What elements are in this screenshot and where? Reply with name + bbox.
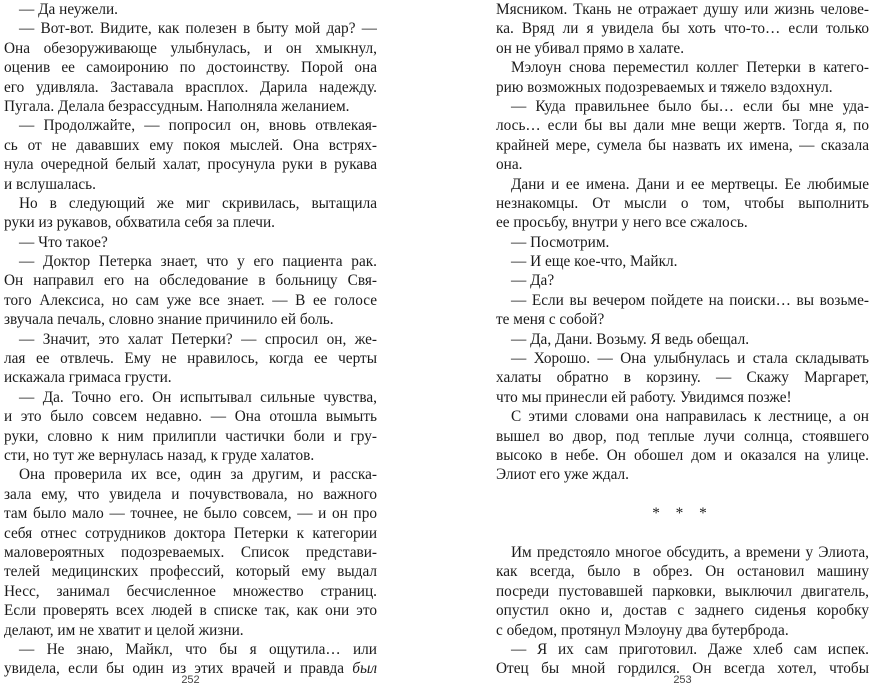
text-line: сь от не дававших ему покоя мыслей. Она встрях- bbox=[4, 136, 377, 154]
text-line: делают, им не хватит и целой жизни. bbox=[4, 621, 244, 639]
text-line: Если проверять всех людей в списке так, как они это bbox=[4, 602, 377, 620]
text-line: ка. Вряд ли я увидела бы хоть что-то… если только bbox=[496, 20, 869, 38]
text-line: — Да неужели. bbox=[19, 1, 119, 18]
text-line: с обедом, протянул Мэлоуну два бутерброда. bbox=[496, 621, 789, 639]
text-line: он не убивал прямо в халате. bbox=[496, 39, 685, 57]
text-line: Она обезоруживающе улыбнулась, и он хмыкнул, bbox=[4, 39, 377, 57]
text-line: — Что такое? bbox=[19, 233, 108, 251]
text-line: крайней мере, сумела бы назвать их имена, — сказала bbox=[496, 136, 869, 154]
text-line: халаты обратно в корзину. — Скажу Маргарет, bbox=[496, 369, 869, 387]
text-line: зала ему, что увидела и почувствовала, но важного bbox=[4, 485, 377, 503]
page-number-left: 252 bbox=[181, 674, 200, 686]
text-line: — Да? bbox=[511, 272, 555, 290]
text-line: его удивляла. Заставала врасплох. Дарила надежду. bbox=[4, 78, 377, 96]
page-number-right: 253 bbox=[673, 674, 692, 686]
text-line: — Посмотрим. bbox=[511, 233, 610, 251]
text-line: посреди пустовавшей парковки, выключил двигатель, bbox=[496, 582, 869, 600]
text-line: лая ее отвлечь. Ему не нравилось, когда ее черты bbox=[4, 350, 377, 368]
text-line: руки из рукавов, обхватила себя за плечи. bbox=[4, 214, 275, 232]
text-line: лось… если бы вы дали мне вещи жертв. Тогда я, по bbox=[496, 117, 869, 135]
text-line: как всегда, было в обрез. Он остановил машину bbox=[496, 563, 869, 581]
text-line: — Продолжайте, — попросил он, вновь отвлекая- bbox=[19, 117, 377, 135]
text-line: и это было совсем недавно. — Она отошла вымыть bbox=[4, 408, 377, 426]
text-line: — И еще кое-что, Майкл. bbox=[511, 253, 678, 271]
text-line: Но в следующий же миг скривилась, вытащила bbox=[19, 194, 377, 212]
text-line: Мэлоун снова переместил коллег Петерки в катего- bbox=[511, 59, 869, 77]
text-line: Он направил его на обследование в больницу Свя- bbox=[4, 272, 377, 290]
text-line: высоко в небе. Он обошел дом и оказался на улице. bbox=[496, 446, 869, 464]
text-line: — Я их сам приготовил. Даже хлеб сам испек. bbox=[511, 640, 869, 658]
right-page-text bbox=[496, 0, 869, 679]
text-line: маловероятных подозреваемых. Список представи- bbox=[4, 543, 377, 561]
text-line: сти, но тут же вернулась назад, к груде халатов. bbox=[4, 446, 315, 464]
text-line: там было мало — точнее, не было совсем, — и он про bbox=[4, 505, 377, 523]
italic-word: был bbox=[352, 660, 377, 678]
text-line: нула очередной белый халат, просунула руки в рукава bbox=[4, 156, 377, 174]
text-line: — Да, Дани. Возьму. Я ведь обещал. bbox=[511, 330, 750, 348]
text-line: она. bbox=[496, 156, 523, 174]
text-line: что мы принесли ей работу. Увидимся позже! bbox=[496, 388, 792, 406]
text-line: телей медицинских профессий, который ему выдал bbox=[4, 563, 377, 581]
text-line: — Куда правильнее было бы… если бы мне уда- bbox=[511, 97, 869, 115]
text-line: рию возможных подозреваемых и тяжело вздохнул. bbox=[496, 78, 833, 96]
text-line bbox=[496, 524, 869, 543]
text-line: — Если вы вечером пойдете на поиски… вы возьме- bbox=[511, 291, 869, 309]
text-line: Мясником. Ткань не отражает душу или жизнь челове- bbox=[496, 1, 869, 18]
text-line: — Доктор Петерка знает, что у его пациента рак. bbox=[19, 253, 377, 271]
text-line: С этими словами она направилась к лестнице, а он bbox=[511, 408, 869, 426]
text-line: вышел во двор, под теплые лучи солнца, стоявшего bbox=[496, 427, 869, 445]
text-line: Пугала. Делала безрассудным. Наполняла желанием. bbox=[4, 97, 350, 115]
text-line: Несс, занимал бесчисленное множество страниц. bbox=[4, 582, 377, 600]
text-line: — Да. Точно его. Он испытывал сильные чувства, bbox=[19, 388, 377, 406]
text-line: — Вот-вот. Видите, как полезен в быту мой дар? — bbox=[19, 20, 377, 38]
text-line bbox=[496, 485, 869, 504]
text-line: — Не знаю, Майкл, что бы я ощутила… или bbox=[19, 640, 377, 658]
text-line: оценив ее самоиронию по достоинству. Порой она bbox=[4, 59, 377, 77]
text-line: руки, словно к ним прилипли частички боли и гру- bbox=[4, 427, 377, 445]
text-line: увидела, если бы один из этих врачей и правда был bbox=[4, 660, 377, 678]
text-line: звучала печаль, словно знание причинило ей боль. bbox=[4, 311, 334, 329]
text-line: те меня с собой? bbox=[496, 311, 605, 329]
text-line: искажала гримаса грусти. bbox=[4, 369, 172, 387]
text-line: и вслушалась. bbox=[4, 175, 96, 193]
text-line: опустил окно и, достав с заднего сиденья коробку bbox=[496, 602, 869, 620]
section-break: * * * bbox=[652, 505, 713, 523]
text-line: Отец бы мной гордился. Он всегда хотел, чтобы bbox=[496, 660, 869, 678]
text-line: себя отнес сотрудников доктора Петерки к категории bbox=[4, 524, 377, 542]
text-line: ее просьбу, внутри у него все сжалось. bbox=[496, 214, 748, 232]
left-page bbox=[4, 0, 377, 689]
left-page-text bbox=[4, 0, 377, 679]
text-line: — Значит, это халат Петерки? — спросил он, же- bbox=[19, 330, 377, 348]
right-page bbox=[496, 0, 869, 689]
text-line: Дани и ее имена. Дани и ее мертвецы. Ее любимые bbox=[511, 175, 869, 193]
text-line: того Алексиса, но сам уже все знает. — В ее голосе bbox=[4, 291, 377, 309]
text-line: Им предстояло многое обсудить, а времени у Элиота, bbox=[511, 543, 869, 561]
text-line: Элиот его уже ждал. bbox=[496, 466, 629, 484]
text-line: — Хорошо. — Она улыбнулась и стала складывать bbox=[511, 350, 869, 368]
text-line: Она проверила их все, один за другим, и расска- bbox=[19, 466, 377, 484]
text-line: незнакомцы. От мысли о том, чтобы выполнить bbox=[496, 194, 869, 212]
